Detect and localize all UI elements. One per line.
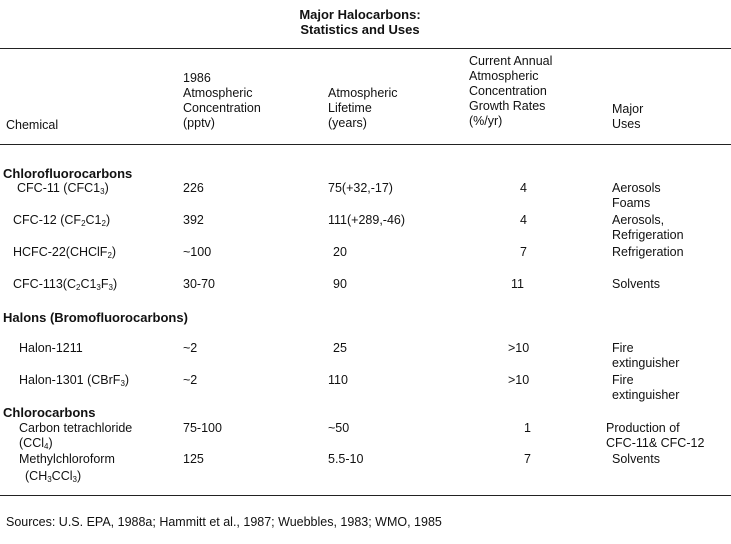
sources-note: Sources: U.S. EPA, 1988a; Hammitt et al., 1987; Wuebbles, 1983; WMO, 1985	[6, 515, 442, 529]
table-row-chemical: Halon-1211	[19, 341, 83, 355]
table-row-chemical: Carbon tetrachloride	[19, 421, 133, 435]
table-row-uses: Aerosols Foams	[612, 181, 661, 210]
table-row-chemical-formula: (CCl$_4$)	[19, 436, 53, 451]
page-title: Major Halocarbons:	[299, 7, 421, 22]
table-row-uses: Production of CFC-11& CFC-12	[606, 421, 705, 450]
bottom-rule	[0, 495, 731, 496]
group-chlorofluorocarbons: Chlorofluorocarbons	[3, 166, 133, 181]
table-row-concentration: ~100	[183, 245, 212, 259]
table-row-uses: Solvents	[612, 452, 660, 466]
table-row-growth: >10	[508, 341, 530, 355]
table-row-concentration: 30-70	[183, 277, 215, 291]
table-row-uses: Refrigeration	[612, 245, 684, 259]
header-chemical: Chemical	[6, 118, 59, 132]
table-row-growth: 11	[511, 277, 524, 291]
table-row-concentration: 392	[183, 213, 204, 227]
table-row-lifetime: 25	[333, 341, 347, 355]
header-lifetime: Atmospheric Lifetime (years)	[328, 86, 398, 130]
table-row-concentration: 75-100	[183, 421, 222, 435]
header-rule	[0, 144, 731, 145]
table-row-growth: 4	[520, 213, 527, 227]
top-rule	[0, 48, 731, 49]
table-row-lifetime: 20	[333, 245, 347, 259]
table-row-growth: 7	[520, 245, 527, 259]
table-row-uses: Fire extinguisher	[612, 341, 680, 370]
table-row-chemical-formula: $(CH_3CCl_3)$	[25, 469, 82, 484]
group-halons: Halons (Bromofluorocarbons)	[3, 310, 188, 325]
page-subtitle: Statistics and Uses	[300, 22, 420, 37]
table-row-lifetime: ~50	[328, 421, 350, 435]
table-row-concentration: 125	[183, 452, 204, 466]
table-row-chemical: Halon-1301 (CBrF$_3$)	[19, 373, 130, 388]
table-row-growth: >10	[508, 373, 530, 387]
table-row-lifetime: 111(+289,-46)	[328, 213, 406, 227]
table-row-growth: 1	[524, 421, 531, 435]
table-row-lifetime: 110	[328, 373, 348, 387]
table-row-chemical: Methylchloroform	[19, 452, 115, 466]
table-row-lifetime: 90	[333, 277, 347, 291]
table-row-uses: Aerosols, Refrigeration	[612, 213, 684, 242]
table-row-uses: Solvents	[612, 277, 660, 291]
table-row-concentration: ~2	[183, 341, 198, 355]
table-row-concentration: 226	[183, 181, 204, 195]
table-row-growth: 4	[520, 181, 527, 195]
group-chlorocarbons: Chlorocarbons	[3, 405, 96, 420]
header-uses: Major Uses	[612, 102, 644, 131]
table-row-lifetime: 75(+32,-17)	[328, 181, 393, 195]
table-row-chemical: CFC-$113(C_2C1_3F_3)$	[13, 277, 118, 292]
table-row-chemical: HCFC-22(CHClF$_2$)	[13, 245, 117, 260]
table-row-concentration: ~2	[183, 373, 198, 387]
table-row-chemical: CFC-12 $(CF_2C1_2)$	[13, 213, 111, 228]
table-row-lifetime: 5.5-10	[328, 452, 364, 466]
table-row-growth: 7	[524, 452, 531, 466]
table-row-chemical: CFC-11 $(CFC1_3)$	[17, 181, 109, 196]
table-row-uses: Fire extinguisher	[612, 373, 680, 402]
header-concentration: 1986 Atmospheric Concentration (pptv)	[183, 71, 261, 130]
header-growth: Current Annual Atmospheric Concentration Growth Rates (%/yr)	[469, 54, 553, 128]
